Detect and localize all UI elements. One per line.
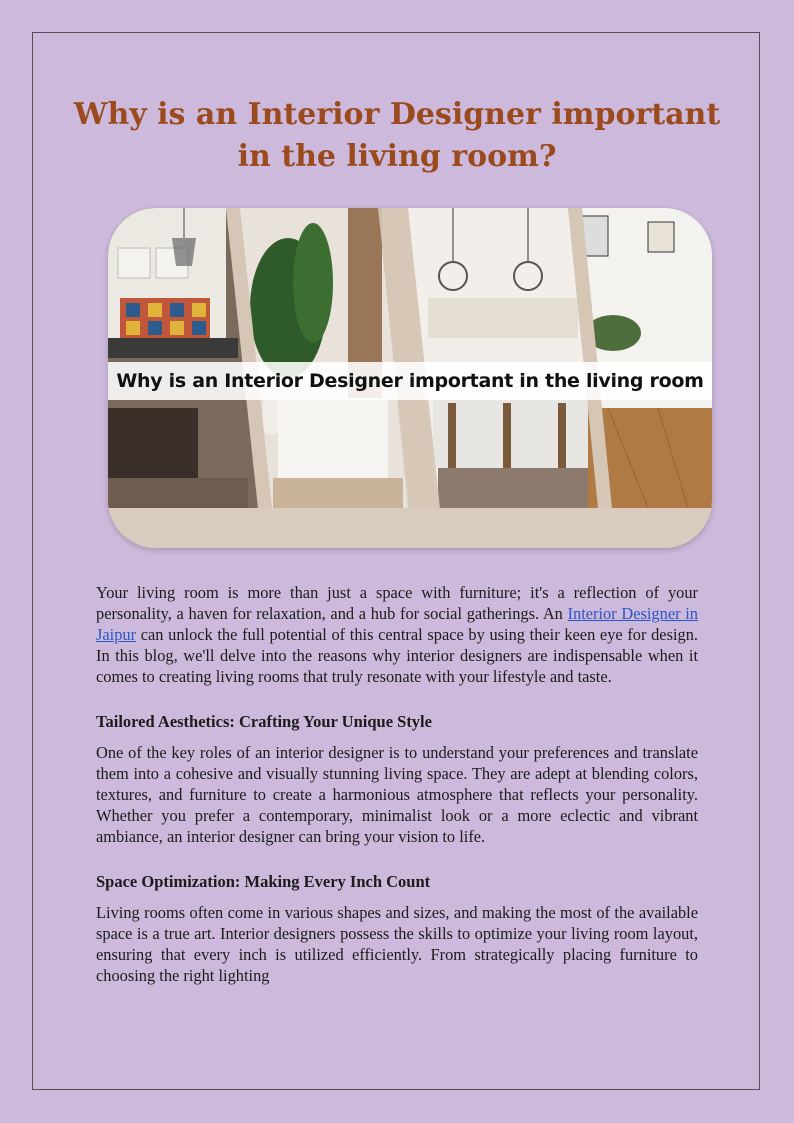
section-paragraph-space-optimization: Living rooms often come in various shapes and sizes, and making the most of the available space is a true art. Interior designers possess the skills to optimize your living room layout, ensuring that every inch is utilized efficiently. From strategically placing furniture to choosing the right lighting: [96, 903, 698, 985]
intro-text-after-link: can unlock the full potential of this central space by using their keen eye for design. In this blog, we'll delve into the reasons why interior designers are indispensable when it comes to creating living rooms that truly resonate with your lifestyle and taste.: [96, 625, 698, 686]
section-heading-space-optimization: Space Optimization: Making Every Inch Count: [96, 872, 431, 891]
section-paragraph-tailored-aesthetics: One of the key roles of an interior designer is to understand your preferences and translate them into a cohesive and visually stunning living space. They are adept at blending colors, textures, and furniture to create a harmonious atmosphere that reflects your personality. Whether you prefer a contemporary, minimalist look or a more eclectic and vibrant ambiance, an interior designer can bring your vision to life.: [96, 743, 698, 846]
hero-image: [108, 208, 712, 548]
page-title: Why is an Interior Designer important in the living room?: [73, 97, 721, 174]
hero-banner-caption: Why is an Interior Designer important in the living room: [108, 362, 712, 400]
article-body: [96, 582, 698, 986]
section-heading-tailored-aesthetics: Tailored Aesthetics: Crafting Your Unique Style: [96, 712, 432, 731]
intro-text-before-link: Your living room is more than just a space with furniture; it's a reflection of your personality, a haven for relaxation, and a hub for social gatherings. An: [96, 583, 698, 623]
intro-paragraph: [96, 582, 698, 687]
interior-designer-jaipur-link[interactable]: Interior Designer in Jaipur: [96, 604, 698, 644]
